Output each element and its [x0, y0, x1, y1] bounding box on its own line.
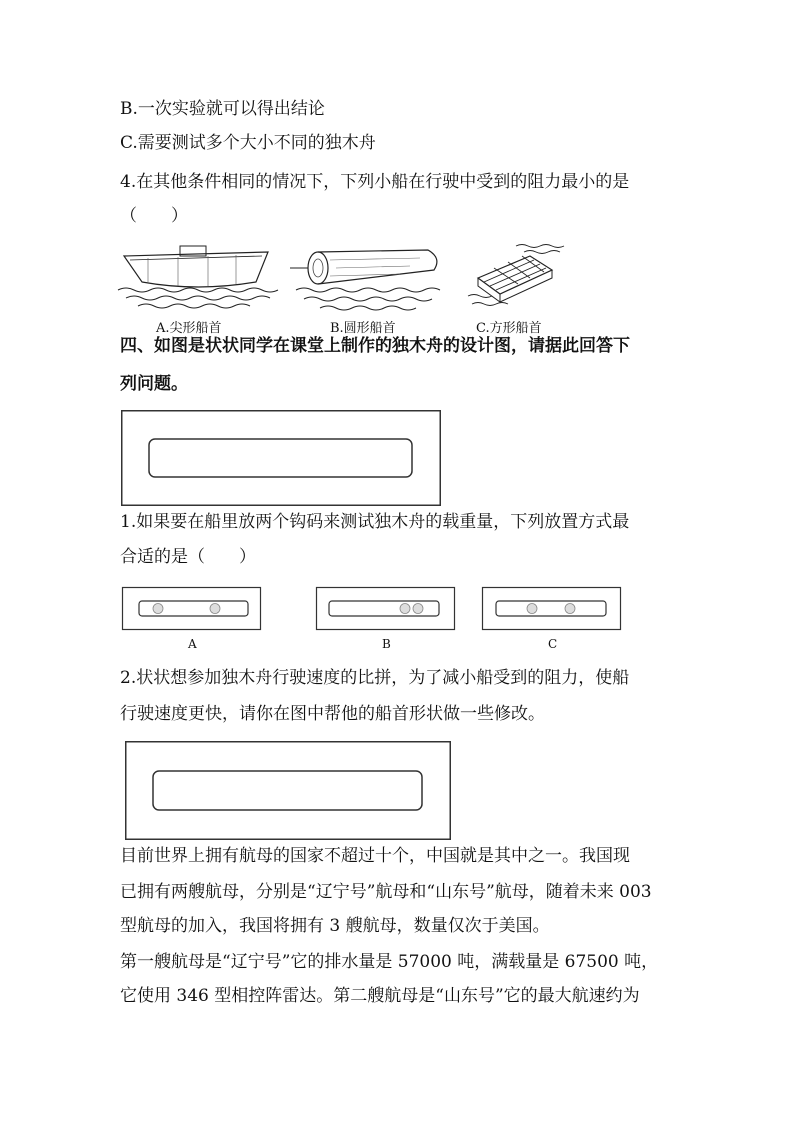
- option-b: B.一次实验就可以得出结论: [120, 99, 325, 119]
- placement-option-c: [482, 587, 621, 630]
- question-1-cont: 合适的是（ ）: [120, 547, 256, 567]
- canoe-modify-diagram: [125, 741, 451, 840]
- boat-a-caption: A.尖形船首: [156, 321, 222, 336]
- option-c: C.需要测试多个大小不同的独木舟: [120, 133, 376, 153]
- paragraph-2-line-2: 它使用 346 型相控阵雷达。第二艘航母是“山东号”它的最大航速约为: [120, 986, 640, 1006]
- boat-b-caption: B.圆形船首: [330, 321, 396, 336]
- canoe-design-diagram: [121, 410, 441, 506]
- section-4-heading-cont: 列问题。: [120, 374, 188, 394]
- placement-option-b: [316, 587, 455, 630]
- placement-label-b: B: [382, 637, 391, 651]
- paragraph-1-line-3: 型航母的加入，我国将拥有 3 艘航母，数量仅次于美国。: [120, 916, 550, 936]
- boat-b-illustration: [290, 242, 452, 314]
- paragraph-2-line-1: 第一艘航母是“辽宁号”它的排水量是 57000 吨，满载量是 67500 吨，: [120, 952, 659, 972]
- question-1: 1.如果要在船里放两个钩码来测试独木舟的载重量，下列放置方式最: [120, 512, 630, 532]
- question-2: 2.状状想参加独木舟行驶速度的比拼，为了减小船受到的阻力，使船: [120, 668, 630, 688]
- question-4: 4.在其他条件相同的情况下，下列小船在行驶中受到的阻力最小的是: [120, 172, 630, 192]
- section-4-heading: 四、如图是状状同学在课堂上制作的独木舟的设计图，请据此回答下: [120, 336, 630, 356]
- question-4-blank: （ ）: [120, 206, 188, 226]
- paragraph-1-line-1: 目前世界上拥有航母的国家不超过十个，中国就是其中之一。我国现: [120, 846, 630, 866]
- boat-a-illustration: [118, 238, 278, 314]
- placement-option-a: [122, 587, 261, 630]
- placement-label-a: A: [188, 637, 197, 651]
- boat-c-illustration: [468, 238, 564, 314]
- boat-c-caption: C.方形船首: [476, 321, 542, 336]
- paragraph-1-line-2: 已拥有两艘航母，分别是“辽宁号”航母和“山东号”航母，随着未来 003: [120, 882, 652, 902]
- question-2-cont: 行驶速度更快，请你在图中帮他的船首形状做一些修改。: [120, 704, 545, 724]
- placement-label-c: C: [548, 637, 558, 651]
